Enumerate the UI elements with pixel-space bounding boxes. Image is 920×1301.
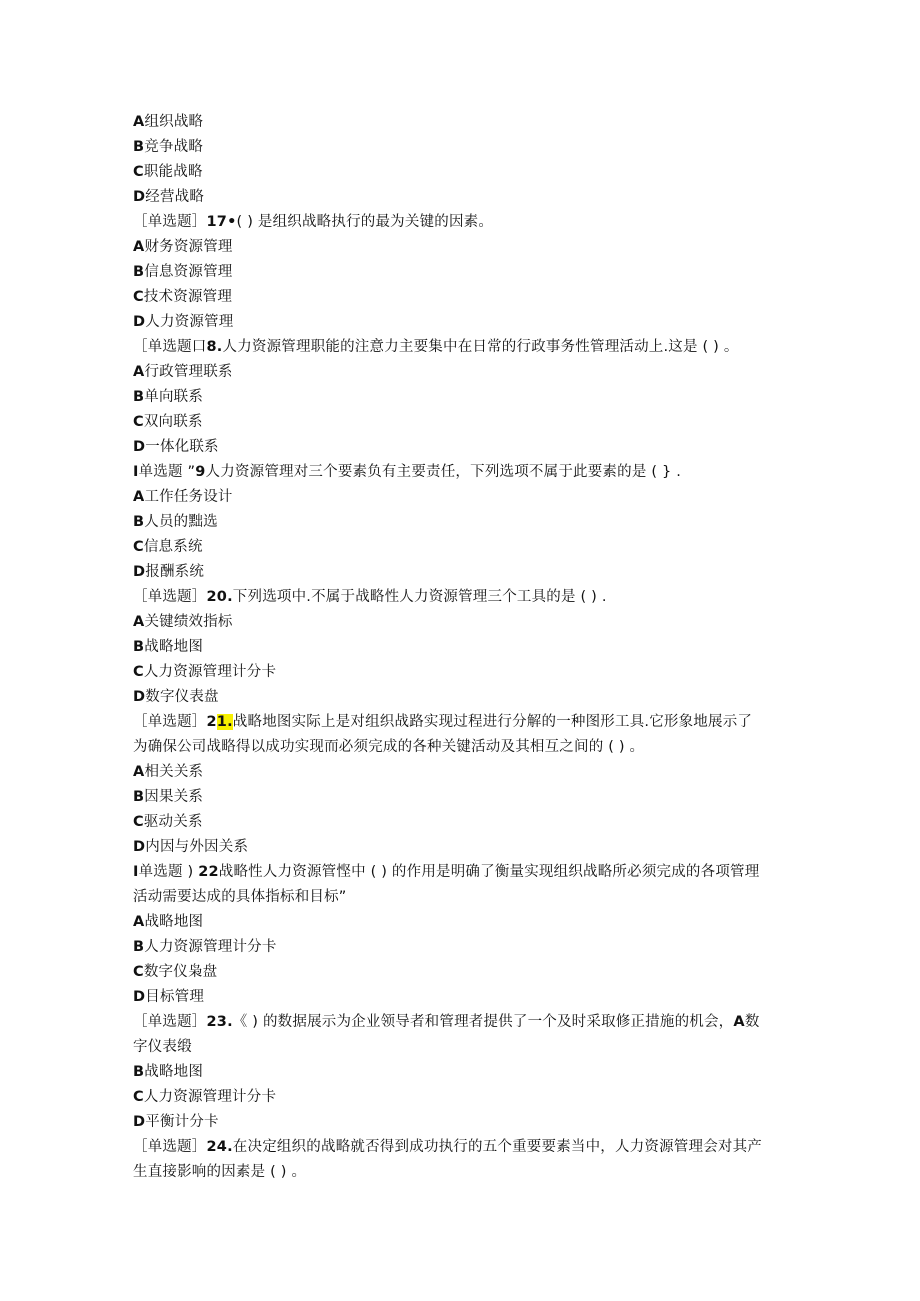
option-letter: C	[133, 414, 144, 430]
option-letter: C	[133, 164, 144, 180]
option-text: 关键绩效指标	[144, 614, 233, 630]
option-letter: B	[133, 389, 145, 405]
q21-option-b	[133, 785, 793, 810]
q17-stem	[133, 210, 793, 235]
q22-stem-line2	[133, 885, 793, 910]
option-text: 双向联系	[143, 414, 203, 430]
option-letter: D	[133, 564, 146, 580]
option-text: 人力资源管理计分卡	[144, 939, 277, 955]
option-letter: D	[133, 689, 146, 705]
q21-option-d	[133, 835, 793, 860]
option-letter: B	[133, 789, 145, 805]
option-text: 人力资源管理计分卡	[143, 664, 277, 680]
question-number: 20.	[206, 589, 233, 605]
option-letter: B	[133, 514, 145, 530]
q22-stem-line1	[133, 860, 793, 885]
option-letter: D	[133, 439, 146, 455]
option-text: 战略地图	[144, 1064, 204, 1080]
question-type: ［单选题］	[133, 214, 207, 230]
option-text: 报酬系统	[145, 564, 205, 580]
q19-option-b	[133, 510, 793, 535]
option-text: 战略地图	[144, 914, 204, 930]
q19-option-c	[133, 535, 793, 560]
question-number: 23.	[206, 1014, 233, 1030]
q17-option-d	[133, 310, 793, 335]
question-number: 9	[195, 464, 206, 480]
option-letter: B	[133, 639, 145, 655]
option-text: 一体化联系	[145, 439, 219, 455]
option-text: 行政管理联系	[144, 364, 233, 380]
question-text: 在决定组织的战略就否得到成功执行的五个重要要素当中，人力资源管理会对其产	[232, 1139, 762, 1155]
option-text: 目标管理	[145, 989, 205, 1005]
q17-option-a	[133, 235, 793, 260]
option-letter: A	[133, 764, 145, 780]
option-text: 数字仪表盘	[145, 689, 219, 705]
option-text: 人力资源管理计分卡	[143, 1089, 277, 1105]
question-text: 下列选项中.不属于战略性人力资源管理三个工具的是 ( ) .	[232, 589, 607, 605]
option-text: 竞争战略	[144, 139, 204, 155]
option-letter: C	[133, 964, 144, 980]
question-type: 单选题 ”	[138, 464, 196, 480]
q18-option-b	[133, 385, 793, 410]
question-number: 2	[206, 714, 217, 730]
option-letter: B	[133, 939, 145, 955]
option-text: 驱动关系	[143, 814, 203, 830]
option-text-continued: 字仪表缎	[133, 1039, 192, 1055]
q16-option-a	[133, 110, 793, 135]
q20-option-b	[133, 635, 793, 660]
option-letter: D	[133, 189, 146, 205]
question-type: ［单选题］	[133, 1139, 207, 1155]
document-content	[133, 110, 793, 1185]
question-number: 22	[198, 864, 219, 880]
option-letter: C	[133, 664, 144, 680]
option-text: 因果关系	[144, 789, 204, 805]
q16-option-b	[133, 135, 793, 160]
question-text: 人力资源管理职能的注意力主要集中在日常的行政事务性管理活动上.这是 ( ) 。	[222, 339, 739, 355]
option-text: 战略地图	[144, 639, 204, 655]
option-letter: C	[133, 1089, 144, 1105]
q23-stem-line1	[133, 1010, 793, 1035]
question-text-continued: 活动需要达成的具体指标和目标”	[133, 889, 347, 905]
q16-option-d	[133, 185, 793, 210]
option-text: 数	[744, 1014, 760, 1030]
option-letter: A	[133, 489, 145, 505]
option-letter: D	[133, 314, 146, 330]
q21-option-a	[133, 760, 793, 785]
q24-stem-line2	[133, 1160, 793, 1185]
question-prefix: I	[133, 464, 139, 480]
q23-option-d	[133, 1110, 793, 1135]
q18-option-c	[133, 410, 793, 435]
option-text: 平衡计分卡	[145, 1114, 219, 1130]
option-text: 相关关系	[144, 764, 204, 780]
q16-option-c	[133, 160, 793, 185]
q18-option-a	[133, 360, 793, 385]
option-letter: A	[133, 914, 145, 930]
q23-stem-line2	[133, 1035, 793, 1060]
option-letter: B	[133, 1064, 145, 1080]
option-letter: C	[133, 539, 144, 555]
option-text: 数字仪枭盘	[143, 964, 218, 980]
q20-option-a	[133, 610, 793, 635]
option-text: 职能战略	[143, 164, 203, 180]
q24-stem-line1	[133, 1135, 793, 1160]
question-number: 24.	[206, 1139, 233, 1155]
option-text: 信息资源管理	[144, 264, 233, 280]
question-text: 战略性人力资源管悭中 ( ) 的作用是明确了衡量实现组织战略所必须完成的各项管理	[218, 864, 760, 880]
q20-option-d	[133, 685, 793, 710]
option-letter: A	[133, 114, 145, 130]
q17-option-c	[133, 285, 793, 310]
q19-option-a	[133, 485, 793, 510]
option-letter: A	[133, 239, 145, 255]
q18-stem	[133, 335, 793, 360]
option-text: 人员的黜选	[144, 514, 218, 530]
question-prefix: I	[133, 864, 139, 880]
question-text-continued: 生直接影响的因素是 ( ) 。	[133, 1164, 307, 1180]
question-type: ［单选题口	[133, 339, 207, 355]
option-letter: D	[133, 839, 146, 855]
question-text: 《 ) 的数据展示为企业领导者和管理者提供了一个及时采取修正措施的机会，	[232, 1014, 734, 1030]
question-type: ［单选题］	[133, 714, 207, 730]
q21-stem-line1	[133, 710, 793, 735]
option-text: 工作任务设计	[144, 489, 233, 505]
question-text-continued: 为确保公司战略得以成功实现而必须完成的各种关键活动及其相互之间的 ( ) 。	[133, 739, 645, 755]
option-text: 信息系统	[143, 539, 203, 555]
option-text: 单向联系	[144, 389, 204, 405]
q21-stem-line2	[133, 735, 793, 760]
option-text: 技术资源管理	[143, 289, 233, 305]
q23-option-c	[133, 1085, 793, 1110]
q22-option-b	[133, 935, 793, 960]
option-letter: D	[133, 989, 146, 1005]
option-letter: D	[133, 1114, 146, 1130]
option-letter: B	[133, 264, 145, 280]
q18-option-d	[133, 435, 793, 460]
q22-option-d	[133, 985, 793, 1010]
question-number: 17•	[206, 214, 237, 230]
q22-option-a	[133, 910, 793, 935]
question-text: ( ) 是组织战略执行的最为关键的因素。	[236, 214, 494, 230]
q22-option-c	[133, 960, 793, 985]
q21-option-c	[133, 810, 793, 835]
q17-option-b	[133, 260, 793, 285]
question-type: ［单选题］	[133, 589, 207, 605]
option-text: 财务资源管理	[144, 239, 233, 255]
q23-option-b	[133, 1060, 793, 1085]
question-text: 战略地图实际上是对组织战路实现过程进行分解的一种图形工具.它形象地展示了	[232, 714, 753, 730]
question-type: ［单选题］	[133, 1014, 207, 1030]
question-text: 人力资源管理对三个要素负有主要责任，下列选项不属于此要素的是 ( } .	[205, 464, 682, 480]
question-number-highlight: 1.	[216, 714, 233, 730]
option-text: 经营战略	[145, 189, 205, 205]
option-letter: A	[733, 1014, 745, 1030]
option-letter: B	[133, 139, 145, 155]
q20-stem	[133, 585, 793, 610]
option-text: 内因与外因关系	[145, 839, 249, 855]
option-letter: A	[133, 614, 145, 630]
option-letter: C	[133, 814, 144, 830]
option-text: 人力资源管理	[145, 314, 234, 330]
q19-option-d	[133, 560, 793, 585]
question-number: 8.	[206, 339, 223, 355]
q19-stem	[133, 460, 793, 485]
question-type: 单选题 )	[138, 864, 199, 880]
q20-option-c	[133, 660, 793, 685]
option-letter: C	[133, 289, 144, 305]
option-text: 组织战略	[144, 114, 204, 130]
option-letter: A	[133, 364, 145, 380]
